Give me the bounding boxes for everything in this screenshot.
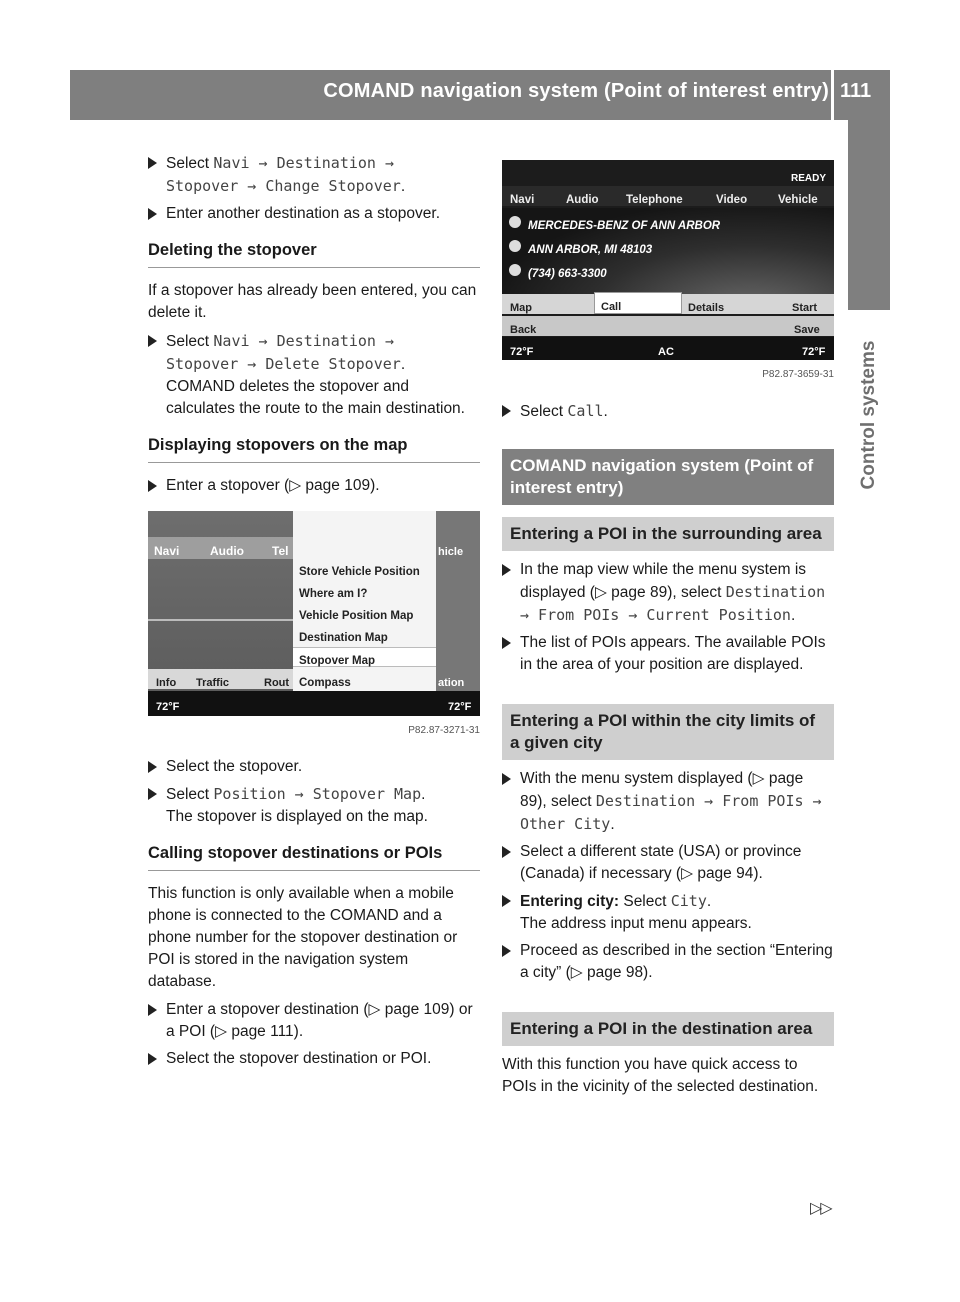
climate-strip xyxy=(502,337,834,360)
header-separator xyxy=(831,70,834,120)
step-text: In the map view while the menu system is displayed (▷ page 89), select xyxy=(520,561,807,601)
step-surrounding-2 xyxy=(502,632,834,676)
step-arrow-icon xyxy=(502,405,511,417)
tab-navi: Navi xyxy=(154,544,180,558)
step-arrow-icon xyxy=(148,208,157,220)
bottom-bar xyxy=(148,669,293,689)
step-arrow-icon xyxy=(148,157,157,169)
menu-path: Destination → From POIs → Current Position xyxy=(520,583,826,624)
step-arrow-icon xyxy=(502,564,511,576)
step-text: . xyxy=(421,786,426,803)
screenshot-stopover-map xyxy=(148,511,480,716)
step-arrow-icon xyxy=(502,846,511,858)
paragraph-destination: With this function you have quick access to POIs in the vicinity of the selected destination. xyxy=(502,1056,819,1095)
temp-left: 72°F xyxy=(156,701,180,713)
step-city-3 xyxy=(502,890,834,935)
step-text: Select xyxy=(166,333,214,350)
menu-path: Navi → Destination → xyxy=(213,154,395,172)
menu-item: Store Vehicle Position xyxy=(299,566,420,578)
side-tab xyxy=(848,310,890,520)
step-city-1 xyxy=(502,768,834,836)
step-text: Enter a stopover destination (▷ page 109) or a POI (▷ page 111). xyxy=(166,1001,473,1040)
page-title: COMAND navigation system (Point of interest entry) xyxy=(323,80,829,102)
step-arrow-icon xyxy=(502,895,511,907)
step-select-destination xyxy=(148,1048,480,1070)
menu-path: Call xyxy=(567,402,604,420)
step-select-stopover xyxy=(148,756,480,778)
poi-icon xyxy=(509,216,521,228)
step-city-4 xyxy=(502,940,834,984)
menu-path: Destination → From POIs → Other City xyxy=(520,792,822,833)
section-heading: COMAND navigation system (Point of interest entry) xyxy=(502,449,834,505)
heading-calling-stopover: Calling stopover destinations or POIs xyxy=(148,842,480,871)
screenshot-poi-call xyxy=(502,160,834,360)
step-text: Select xyxy=(619,893,671,910)
step-result: The stopover is displayed on the map. xyxy=(166,808,428,825)
btn-route: Rout xyxy=(264,677,290,689)
step-city-2 xyxy=(502,841,834,885)
step-text: Proceed as described in the section “Entering a city” (▷ page 98). xyxy=(520,942,833,981)
step-select-call xyxy=(502,400,834,423)
tab-bar xyxy=(502,186,834,206)
step-arrow-icon xyxy=(148,1004,157,1016)
btn-traffic: Traffic xyxy=(196,677,230,689)
right-column xyxy=(502,156,834,1104)
menu-item: Compass xyxy=(299,677,351,689)
climate-strip xyxy=(148,691,480,716)
tab-audio: Audio xyxy=(210,544,244,558)
step-arrow-icon xyxy=(148,480,157,492)
tab-vehicle: Vehicle xyxy=(778,194,818,206)
poi-name: MERCEDES-BENZ OF ANN ARBOR xyxy=(528,220,721,232)
location-icon xyxy=(509,240,521,252)
step-text: Select xyxy=(520,403,568,420)
btn-navigation: ation xyxy=(438,677,465,689)
menu-path: Position → Stopover Map xyxy=(213,785,422,803)
step-text: Select the stopover destination or POI. xyxy=(166,1050,432,1067)
btn-call: Call xyxy=(601,301,622,313)
status-ready: READY xyxy=(790,173,826,184)
step-text: Select xyxy=(166,786,214,803)
btn-map: Map xyxy=(510,302,532,314)
btn-info: Info xyxy=(156,677,177,689)
step-change-stopover xyxy=(148,152,480,198)
tab-audio: Audio xyxy=(566,194,599,206)
map-area-right xyxy=(436,511,480,691)
step-bold-label: Entering city: xyxy=(520,893,620,910)
menu-item-selected: Stopover Map xyxy=(299,655,376,667)
step-arrow-icon xyxy=(148,1053,157,1065)
temp-right: 72°F xyxy=(802,346,826,358)
menu-path: City xyxy=(670,892,707,910)
heading-surrounding-area: Entering a POI in the surrounding area xyxy=(502,517,834,551)
step-arrow-icon xyxy=(148,335,157,347)
step-arrow-icon xyxy=(502,945,511,957)
menu-path: Stopover → Change Stopover xyxy=(166,177,401,195)
step-text: The list of POIs appears. The available POIs in the area of your position are displayed. xyxy=(520,634,826,673)
step-text: With the menu system displayed (▷ page 89), select xyxy=(520,770,804,810)
btn-call-highlight xyxy=(594,292,682,314)
step-text: . xyxy=(706,893,712,910)
tab-vehicle: hicle xyxy=(438,546,464,558)
poi-address: ANN ARBOR, MI 48103 xyxy=(528,244,653,256)
tab-video: Video xyxy=(716,194,748,206)
menu-item: Vehicle Position Map xyxy=(299,610,414,622)
heading-destination-area: Entering a POI in the destination area xyxy=(502,1012,834,1046)
screenshot-caption: P82.87-3271-31 xyxy=(408,725,480,736)
map-line xyxy=(148,619,293,621)
step-text: . xyxy=(400,178,406,195)
phone-icon xyxy=(509,264,521,276)
btn-start: Start xyxy=(792,302,818,314)
step-text: Select a different state (USA) or province (Canada) if necessary (▷ page 94). xyxy=(520,843,802,882)
step-text: Select the stopover. xyxy=(166,758,303,775)
menu-item: Destination Map xyxy=(299,632,388,644)
heading-deleting-stopover: Deleting the stopover xyxy=(148,239,480,268)
step-enter-another xyxy=(148,203,480,225)
tab-telephone: Telephone xyxy=(626,194,683,206)
poi-phone: (734) 663-3300 xyxy=(528,268,607,280)
paragraph-delete: If a stopover has already been entered, you can delete it. xyxy=(148,282,477,321)
heading-displaying-stopovers: Displaying stopovers on the map xyxy=(148,434,480,463)
step-result: COMAND deletes the stopover and calculates the route to the main destination. xyxy=(166,378,465,417)
btn-back: Back xyxy=(510,324,537,336)
poi-detail xyxy=(502,208,834,294)
screenshot-caption: P82.87-3659-31 xyxy=(762,369,834,380)
step-text: . xyxy=(790,607,796,624)
step-text: Enter another destination as a stopover. xyxy=(166,205,441,222)
btn-details: Details xyxy=(688,302,725,314)
step-text: Enter a stopover (▷ page 109). xyxy=(166,477,380,494)
tab-navi: Navi xyxy=(510,194,535,206)
step-arrow-icon xyxy=(148,788,157,800)
menu-item: Where am I? xyxy=(299,588,368,600)
step-arrow-icon xyxy=(502,637,511,649)
side-block xyxy=(848,120,890,310)
side-tab-label: Control systems xyxy=(858,340,879,490)
step-arrow-icon xyxy=(502,773,511,785)
page-number: 111 xyxy=(840,80,872,102)
temp-left: 72°F xyxy=(510,346,534,358)
paragraph-calling: This function is only available when a mobile phone is connected to the COMAND and a phone number for the stopover destination or POI is stored in the navigation system database. xyxy=(148,885,458,990)
menu-path: Stopover → Delete Stopover xyxy=(166,355,401,373)
step-text: Select xyxy=(166,155,214,172)
step-text: . xyxy=(400,356,406,373)
step-delete-stopover xyxy=(148,330,480,420)
tab-bar xyxy=(148,537,293,559)
step-enter-destination xyxy=(148,999,480,1043)
step-surrounding-1 xyxy=(502,559,834,627)
button-row-2 xyxy=(502,316,834,336)
step-arrow-icon xyxy=(148,761,157,773)
navi-menu xyxy=(293,511,436,716)
btn-save: Save xyxy=(794,324,820,336)
menu-path: Navi → Destination → xyxy=(213,332,395,350)
tab-telephone: Tel xyxy=(272,544,289,558)
left-column xyxy=(148,152,480,1075)
temp-right: 72°F xyxy=(448,701,472,713)
step-enter-stopover xyxy=(148,475,480,497)
continue-icon: ▷▷ xyxy=(810,1200,831,1217)
step-result: The address input menu appears. xyxy=(520,915,752,932)
step-text: . xyxy=(603,403,608,420)
heading-city-limits: Entering a POI within the city limits of a given city xyxy=(502,704,834,760)
step-position-stopover-map xyxy=(148,783,480,828)
step-text: . xyxy=(610,816,615,833)
ac-label: AC xyxy=(658,346,674,358)
